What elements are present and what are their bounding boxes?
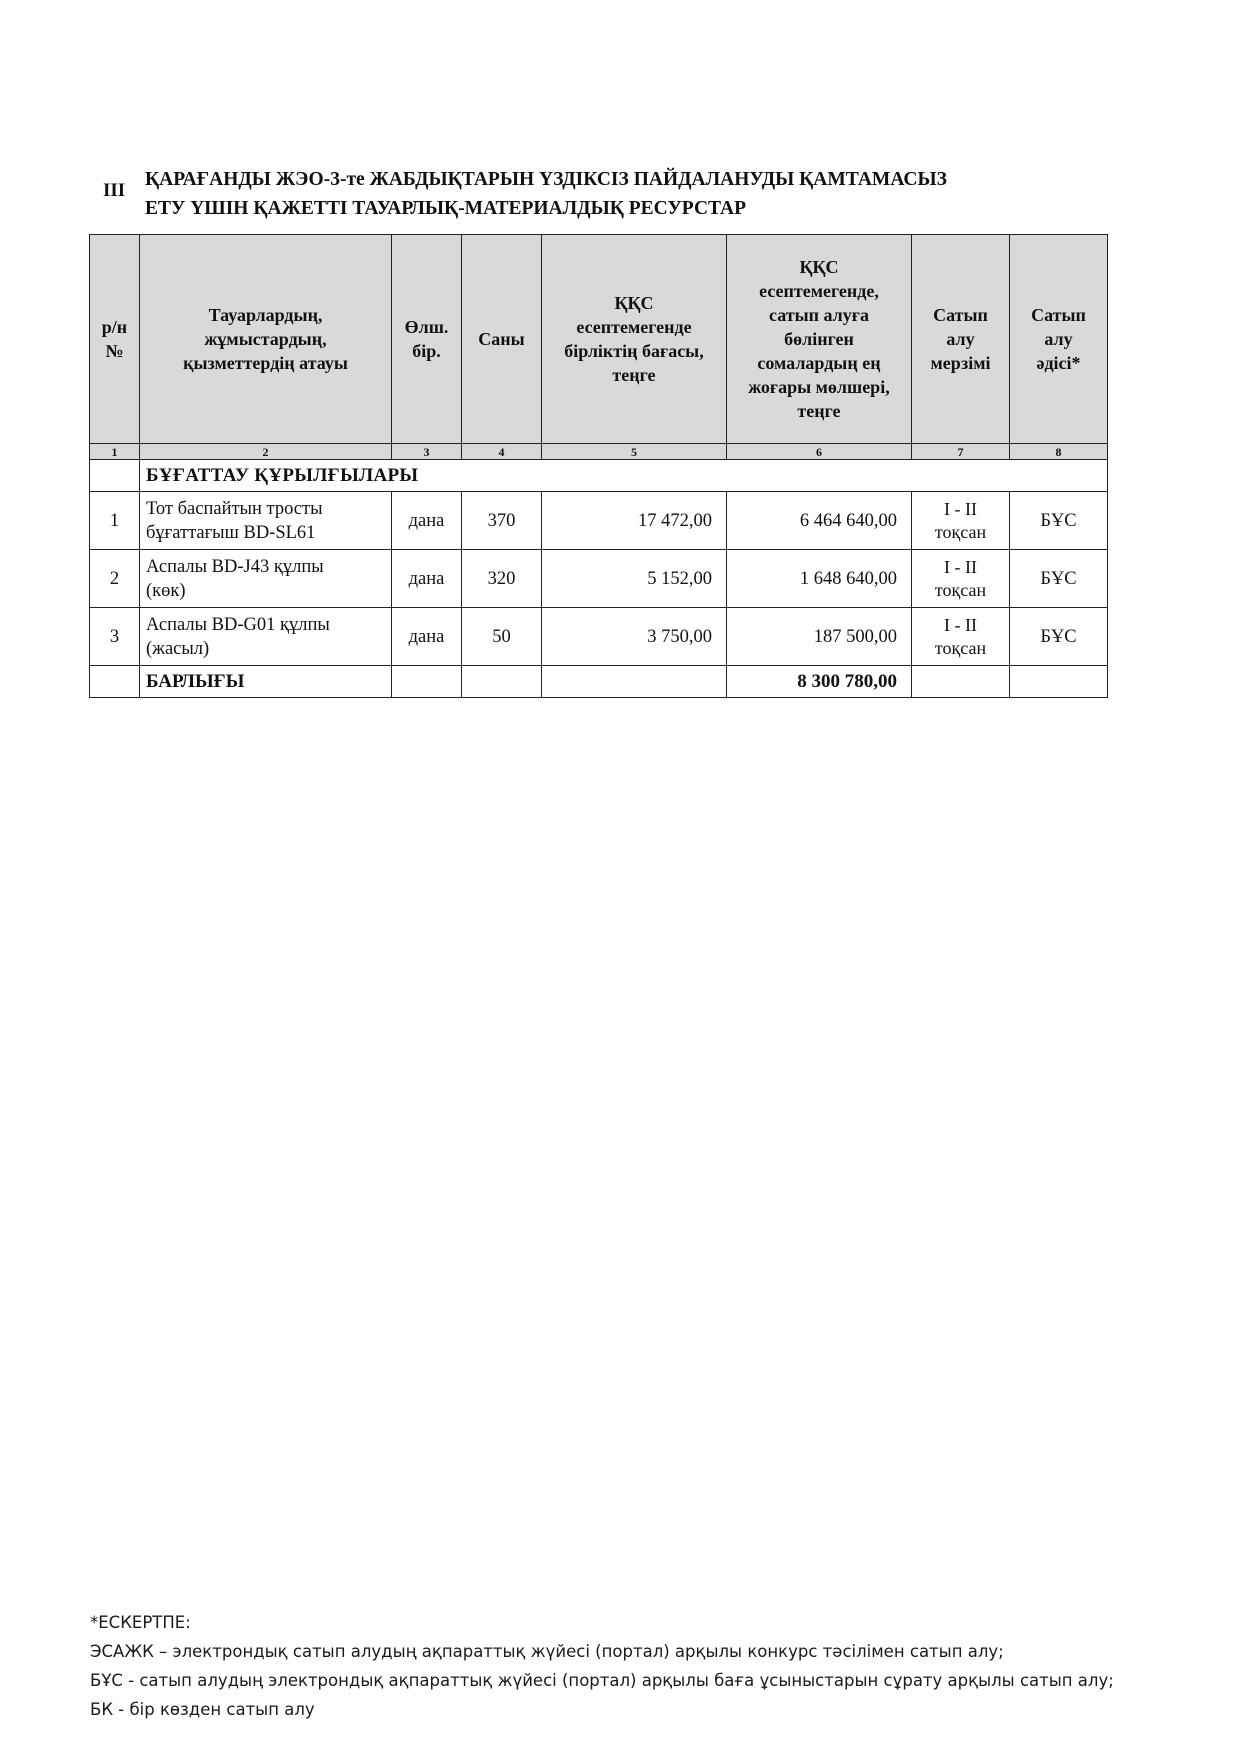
table-row [90,608,1108,666]
header-num: р/н № [90,235,140,444]
column-number: 1 [90,444,140,460]
row-price: 3 750,00 [542,608,727,666]
column-number-row [90,444,1108,460]
footnote-line: БҰС - сатып алудың электрондық ақпараттық жүйесі (портал) арқылы баға ұсыныстарын сұрату арқылы сатып алу; [90,1671,1114,1690]
column-number: 3 [392,444,462,460]
title-line-1: ҚАРАҒАНДЫ ЖЭО-3-те ЖАБДЫҚТАРЫН ҮЗДІКСІЗ ПАЙДАЛАНУДЫ ҚАМТАМАСЫЗ [145,169,947,190]
row-sum: 1 648 640,00 [727,550,912,608]
row-period: I - II тоқсан [912,550,1010,608]
footnote [90,1608,1210,1724]
header-method: Сатып алу әдісі* [1010,235,1108,444]
row-qty: 320 [462,550,542,608]
category-row [90,460,1108,492]
row-qty: 370 [462,492,542,550]
total-empty-cell [392,666,462,698]
row-name: Тот баспайтын тросты бұғаттағыш BD-SL61 [140,492,392,550]
row-period: I - II тоқсан [912,608,1010,666]
category-empty-cell [90,460,140,492]
header-sum: ҚҚС есептемегенде, сатып алуға бөлінген сомалардың ең жоғары мөлшері, теңге [727,235,912,444]
category-label: БҰҒАТТАУ ҚҰРЫЛҒЫЛАРЫ [140,460,1108,492]
row-price: 17 472,00 [542,492,727,550]
total-empty-cell [90,666,140,698]
footnote-line: ЭСАЖК – электрондық сатып алудың ақпараттық жүйесі (портал) арқылы конкурс тәсілімен сатып алу; [90,1642,1004,1661]
row-unit: дана [392,608,462,666]
total-empty-cell [1010,666,1108,698]
title-line-2: ЕТУ ҮШІН ҚАЖЕТТІ ТАУАРЛЫҚ-МАТЕРИАЛДЫҚ РЕСУРСТАР [145,198,747,219]
total-row [90,666,1108,698]
row-method: БҰС [1010,492,1108,550]
total-empty-cell [542,666,727,698]
header-unit: Өлш. бір. [392,235,462,444]
row-name: Аспалы BD-J43 құлпы (көк) [140,550,392,608]
total-sum: 8 300 780,00 [727,666,912,698]
row-period: I - II тоқсан [912,492,1010,550]
row-qty: 50 [462,608,542,666]
footnote-line: БК - бір көзден сатып алу [90,1700,315,1719]
table-row [90,492,1108,550]
column-number: 4 [462,444,542,460]
header-qty: Саны [462,235,542,444]
column-number: 5 [542,444,727,460]
document-title [145,165,1095,223]
procurement-table [89,234,1108,698]
total-empty-cell [912,666,1010,698]
row-method: БҰС [1010,608,1108,666]
row-price: 5 152,00 [542,550,727,608]
header-price: ҚҚС есептемегенде бірліктің бағасы, теңге [542,235,727,444]
row-sum: 187 500,00 [727,608,912,666]
row-sum: 6 464 640,00 [727,492,912,550]
row-unit: дана [392,550,462,608]
section-number: III [103,180,126,201]
column-number: 6 [727,444,912,460]
header-name: Тауарлардың, жұмыстардың, қызметтердің атауы [140,235,392,444]
column-number: 8 [1010,444,1108,460]
total-empty-cell [462,666,542,698]
header-period: Сатып алу мерзімі [912,235,1010,444]
column-number: 2 [140,444,392,460]
row-num: 2 [90,550,140,608]
table-header-row [90,235,1108,444]
row-method: БҰС [1010,550,1108,608]
column-number: 7 [912,444,1010,460]
row-num: 3 [90,608,140,666]
total-label: БАРЛЫҒЫ [140,666,392,698]
row-unit: дана [392,492,462,550]
row-num: 1 [90,492,140,550]
table-row [90,550,1108,608]
row-name: Аспалы BD-G01 құлпы (жасыл) [140,608,392,666]
footnote-heading: *ЕСКЕРТПЕ: [90,1613,191,1632]
